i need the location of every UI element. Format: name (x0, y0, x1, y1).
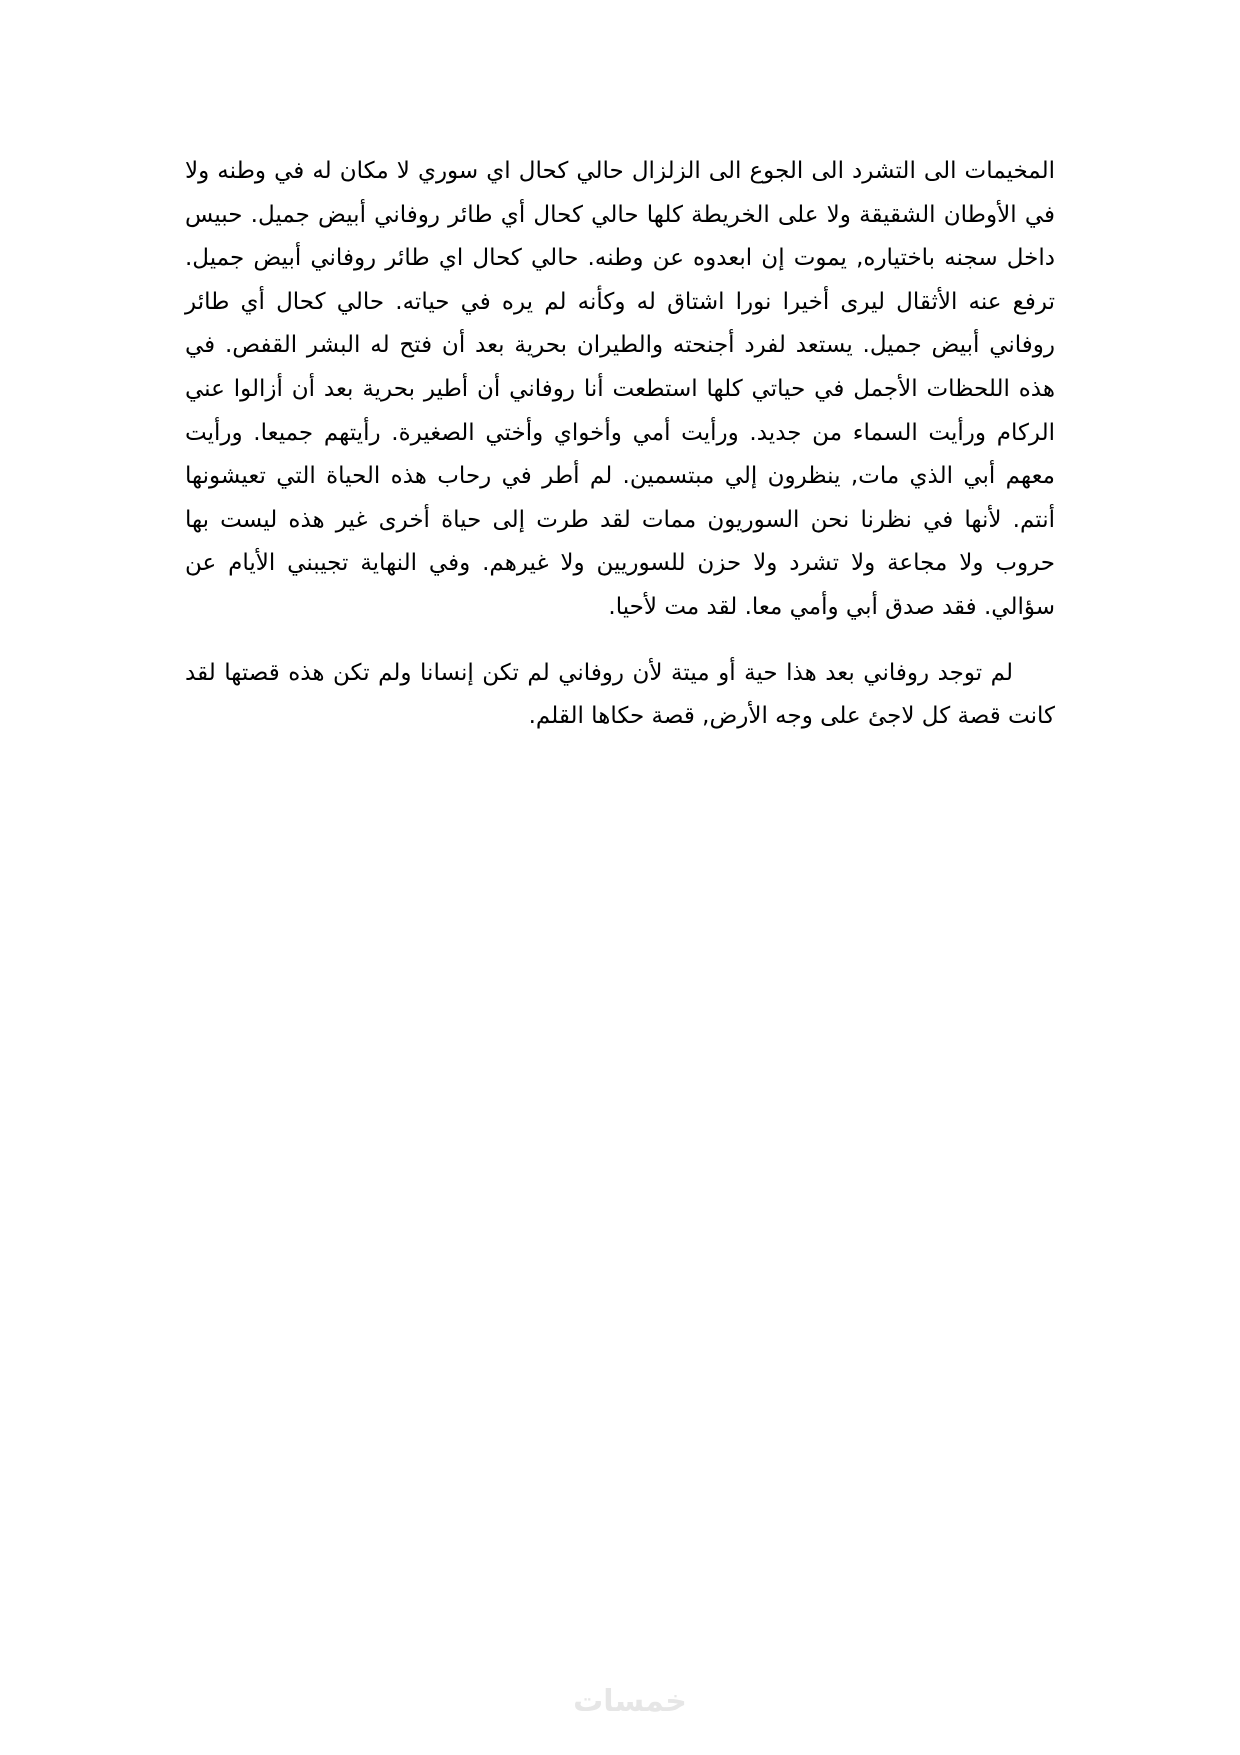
paragraph: المخيمات الى التشرد الى الجوع الى الزلزال حالي كحال اي سوري لا مكان له في وطنه ولا في الأوطان الشقيقة ولا على الخريطة كلها حالي كحال أي طائر روفاني أبيض جميل. حبيس داخل سجنه باختياره, يموت إن ابعدوه عن وطنه. حالي كحال اي طائر روفاني أبيض جميل. ترفع عنه الأثقال ليرى أخيرا نورا اشتاق له وكأنه لم يره في حياته. حالي كحال أي طائر روفاني أبيض جميل. يستعد لفرد أجنحته والطيران بحرية بعد أن فتح له البشر القفص. في هذه اللحظات الأجمل في حياتي كلها استطعت أنا روفاني أن أطير بحرية بعد أن أزالوا عني الركام ورأيت السماء من جديد. ورأيت أمي وأخواي وأختي الصغيرة. رأيتهم جميعا. ورأيت معهم أبي الذي مات, ينظرون إلي مبتسمين. لم أطر في رحاب هذه الحياة التي تعيشونها أنتم. لأنها في نظرنا نحن السوريون ممات لقد طرت إلى حياة أخرى غير هذه ليست بها حروب ولا مجاعة ولا تشرد ولا حزن للسوريين ولا غيرهم. وفي النهاية تجيبني الأيام عن سؤالي. فقد صدق أبي وأمي معا. لقد مت لأحيا. (185, 158, 1055, 620)
watermark-logo: خمسات (573, 1684, 687, 1719)
paragraph: لم توجد روفاني بعد هذا حية أو ميتة لأن روفاني لم تكن إنسانا ولم تكن هذه قصتها لقد كانت قصة كل لاجئ على وجه الأرض, قصة حكاها القلم. (185, 659, 1055, 730)
body-text (185, 150, 1055, 739)
